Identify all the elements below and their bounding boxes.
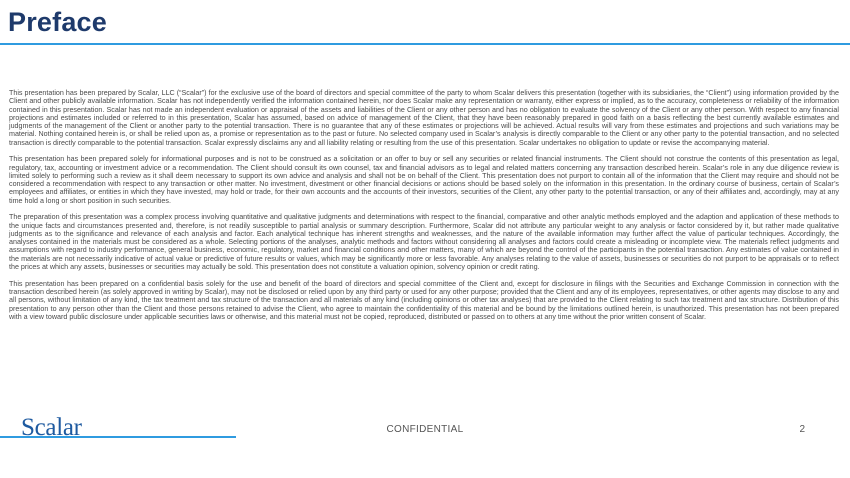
disclaimer-body <box>9 89 839 330</box>
paragraph: The preparation of this presentation was a complex process involving quantitative and qualitative judgments and determinations with respect to the financial, comparative and other analytic methods employed and the adaption and application of these methods to the unique facts and circumstances presented and, therefore, is not readily susceptible to partial analysis or summary description. Furthermore, Scalar did not attribute any particular weight to any analysis or factor considered by it, but rather made qualitative judgments as to the significance and relevance of each analysis and factor. Each analytical technique has inherent strengths and weaknesses, and the nature of the available information may further affect the value of particular techniques. Accordingly, the analyses contained in the materials must be considered as a whole. Selecting portions of the analyses, analytic methods and factors without considering all analyses and factors could create a misleading or incomplete view. The materials reflect judgments and assumptions with regard to industry performance, general business, economic, regulatory, market and financial conditions and other matters, many of which are beyond the control of the participants in the potential transaction. Any estimates of value contained in the materials are not necessarily indicative of actual value or predictive of future results or values, which may be significantly more or less favorable. Any analyses relating to the value of assets, businesses or securities do not purport to be appraisals or to reflect the prices at which any assets, businesses or securities may actually be sold. This presentation does not constitute a valuation opinion, solvency opinion or credit rating. <box>9 213 839 271</box>
page-number: 2 <box>799 424 805 435</box>
paragraph: This presentation has been prepared solely for informational purposes and is not to be construed as a solicitation or an offer to buy or sell any securities or related financial instruments. The Client should not construe the contents of this presentation as legal, regulatory, tax, accounting or investment advice or a recommendation. The Client should consult its own counsel, tax and financial advisors as to legal and related matters concerning any transaction described herein. Scalar’s role in any due diligence review is limited solely to performing such a review as it shall deem necessary to support its own advice and analysis and shall not be on behalf of the Client. This presentation does not purport to contain all of the information that the Client may require and should not be considered a recommendation with respect to any transaction or other matter. No investment, divestment or other financial decisions or actions should be based solely on the information in this presentation. In the ordinary course of business, certain of Scalar’s employees and affiliates, or entities in which they have invested, may hold or trade, for their own accounts and the accounts of their investors, securities of the Client, any other party to the potential transaction, or any of their affiliates and, accordingly, may at any time hold a long or short position in such securities. <box>9 155 839 205</box>
paragraph: This presentation has been prepared on a confidential basis solely for the use and benefit of the board of directors and special committee of the Client and, except for disclosure in filings with the Securities and Exchange Commission in connection with the transaction described herein (as solely approved in writing by Scalar), may not be disclosed or relied upon by any third party or used for any other purpose; provided that the Client and any of its employees, representatives, or other agents may disclose to any and all persons, without limitation of any kind, the tax treatment and tax structure of the transaction and all materials of any kind (including opinions or other tax analyses) that are provided to the Client relating to such tax treatment and tax structure. Distribution of this presentation to any person other than the Client and those persons retained to advise the Client, who agree to maintain the confidentiality of this material and be bound by the limitations outlined herein, is unauthorized. This presentation has not been prepared with a view toward public disclosure under applicable securities laws or otherwise, and this material must not be copied, reproduced, distributed or passed on to others at any time without the prior written consent of Scalar. <box>9 279 839 321</box>
scalar-logo: Scalar <box>21 414 82 441</box>
confidential-label: CONFIDENTIAL <box>386 424 464 435</box>
paragraph: This presentation has been prepared by Scalar, LLC (“Scalar”) for the exclusive use of the board of directors and special committee of the party to whom Scalar delivers this presentation (together with its subsidiaries, the “Client”) using information provided by the Client and other publicly available information. Scalar has not independently verified the information contained herein, nor does Scalar make any representation or warranty, either express or implied, as to the accuracy, completeness or reliability of the information contained in this presentation. Scalar has not made an independent evaluation or appraisal of the assets and liabilities of the Client or any other person and has no obligation to evaluate the solvency of the Client or any other person. With respect to any financial projections and estimates included or referred to in this presentation, Scalar has assumed, based on advice of management of the Client, that they have been reasonably prepared in good faith on a basis reflecting the best currently available estimates and judgments of the management of the Client or another party to the potential transaction. There is no guarantee that any of these estimates or projections will be achieved. Actual results will vary from these estimates and projections and such variations may be material. Nothing contained herein is, or shall be relied upon as, a promise or representation as to the past or future. No selected company used in Scalar’s analysis is directly comparable to the Client or any other party to the potential transaction, and no selected transaction is directly comparable to the potential transaction. Scalar expressly disclaims any and all liability relating or resulting from the use of this presentation. Scalar undertakes no obligation to update or revise the accompanying material. <box>9 89 839 147</box>
title-divider <box>0 43 850 45</box>
page-title: Preface <box>8 7 107 37</box>
